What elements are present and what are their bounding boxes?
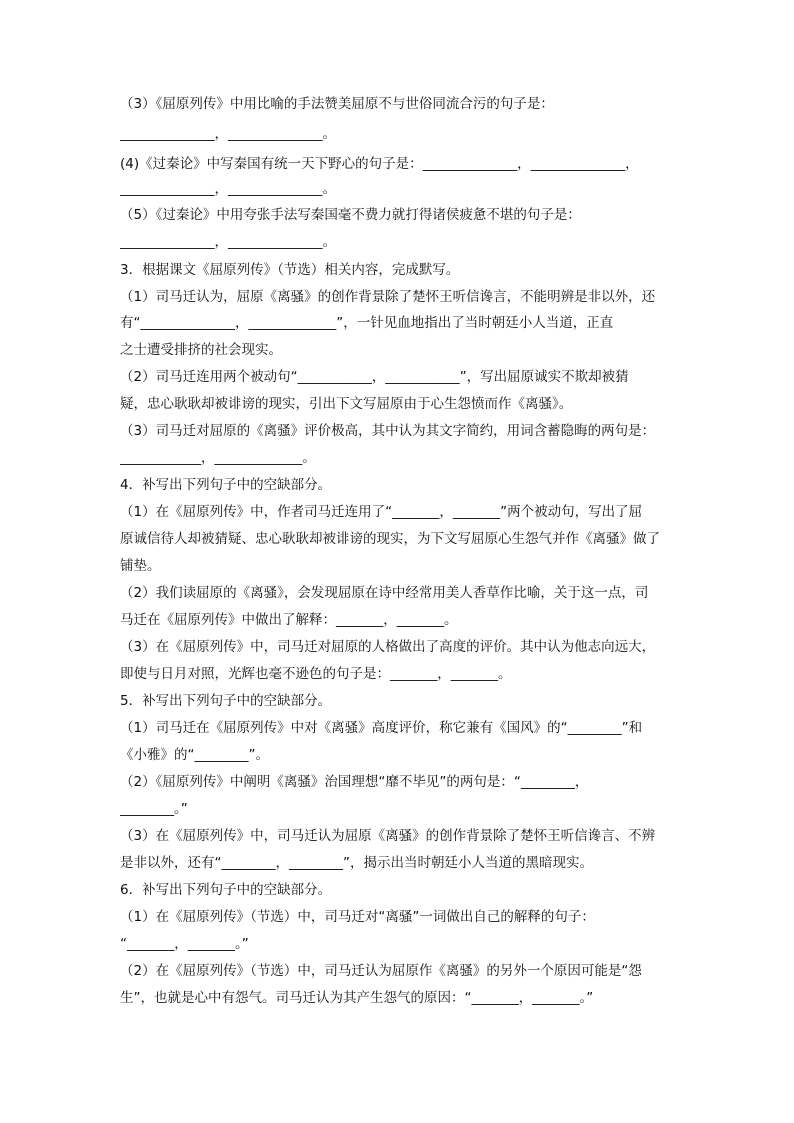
text-line: （2）我们读屈原的《离骚》，会发现屈原在诗中经常用美人香草作比喻，关于这一点，司 [120, 585, 649, 601]
question-heading: 5．补写出下列句子中的空缺部分。 [120, 693, 332, 709]
text-line: 《小雅》的“________”。 [120, 747, 269, 763]
text-line: 铺垫。 [120, 558, 161, 574]
question-heading: 4．补写出下列句子中的空缺部分。 [120, 477, 332, 493]
answer-blank-line: ______________，______________。 [120, 181, 336, 197]
text-line: （3）司马迁对屈原的《离骚》评价极高，其中认为其文字简约，用词含蓄隐晦的两句是： [120, 423, 656, 439]
text-line: （3）在《屈原列传》中，司马迁认为屈原《离骚》的创作背景除了楚怀王听信谗言、不辨 [120, 828, 656, 844]
text-line: 之士遭受排挤的社会现实。 [120, 342, 282, 358]
question-heading: 6．补写出下列句子中的空缺部分。 [120, 882, 332, 898]
text-line: 疑，忠心耿耿却被诽谤的现实，引出下文写屈原由于心生怨愤而作《离骚》。 [120, 396, 573, 412]
text-line: （5）《过秦论》中用夸张手法写秦国毫不费力就打得诸侯疲惫不堪的句子是： [120, 207, 581, 223]
text-line: （1）在《屈原列传》（节选）中，司马迁对“离骚”一词做出自己的解释的句子： [120, 909, 595, 925]
text-line: （3）在《屈原列传》中，司马迁对屈原的人格做出了高度的评价。其中认为他志向远大， [120, 639, 656, 655]
text-line: 是非以外，还有“________，________”，揭示出当时朝廷小人当道的黑暗现实。 [120, 855, 593, 871]
text-line: （2）司马迁连用两个被动句“___________，___________”，写出屈原诚实不欺却被猜 [120, 369, 629, 385]
text-line: 马迁在《屈原列传》中做出了解释：_______，_______。 [120, 612, 458, 628]
text-line: ________。” [120, 801, 188, 817]
text-line: 原诚信待人却被猜疑、忠心耿耿却被诽谤的现实，为下文写屈原心生怨气并作《离骚》做了 [120, 531, 660, 547]
question-heading: 3．根据课文《屈原列传》（节选）相关内容，完成默写。 [120, 262, 460, 278]
text-line: （1）在《屈原列传》中，作者司马迁连用了“_______，_______”两个被动句，写出了屈 [120, 504, 643, 520]
text-line: （1）司马迁认为，屈原《离骚》的创作背景除了楚怀王听信谗言，不能明辨是非以外，还 [120, 289, 656, 305]
answer-blank-line: ____________，_____________。 [120, 450, 316, 466]
text-line: 即使与日月对照，光辉也毫不逊色的句子是：_______，_______。 [120, 666, 512, 682]
text-line: （3）《屈原列传》中用比喻的手法赞美屈原不与世俗同流合污的句子是： [120, 96, 554, 112]
text-line: “_______，_______。” [120, 936, 249, 952]
text-line: （2）在《屈原列传》（节选）中，司马迁认为屈原作《离骚》的另外一个原因可能是“怨 [120, 963, 642, 979]
answer-blank-line: ______________，______________。 [120, 126, 336, 142]
text-line: （1）司马迁在《屈原列传》中对《离骚》高度评价，称它兼有《国风》的“________”和 [120, 720, 643, 736]
text-line: 生”，也就是心中有怨气。司马迁认为其产生怨气的原因：“_______，_______。” [120, 990, 594, 1006]
text-line: (4)《过秦论》中写秦国有统一天下野心的句子是：______________，______________， [120, 156, 639, 172]
text-line: （2）《屈原列传》中阐明《离骚》治国理想“靡不毕见”的两句是：“________， [120, 774, 589, 790]
answer-blank-line: ______________，______________。 [120, 234, 336, 250]
text-line: 有“______________，_____________”，一针见血地指出了当时朝廷小人当道，正直 [120, 315, 614, 331]
